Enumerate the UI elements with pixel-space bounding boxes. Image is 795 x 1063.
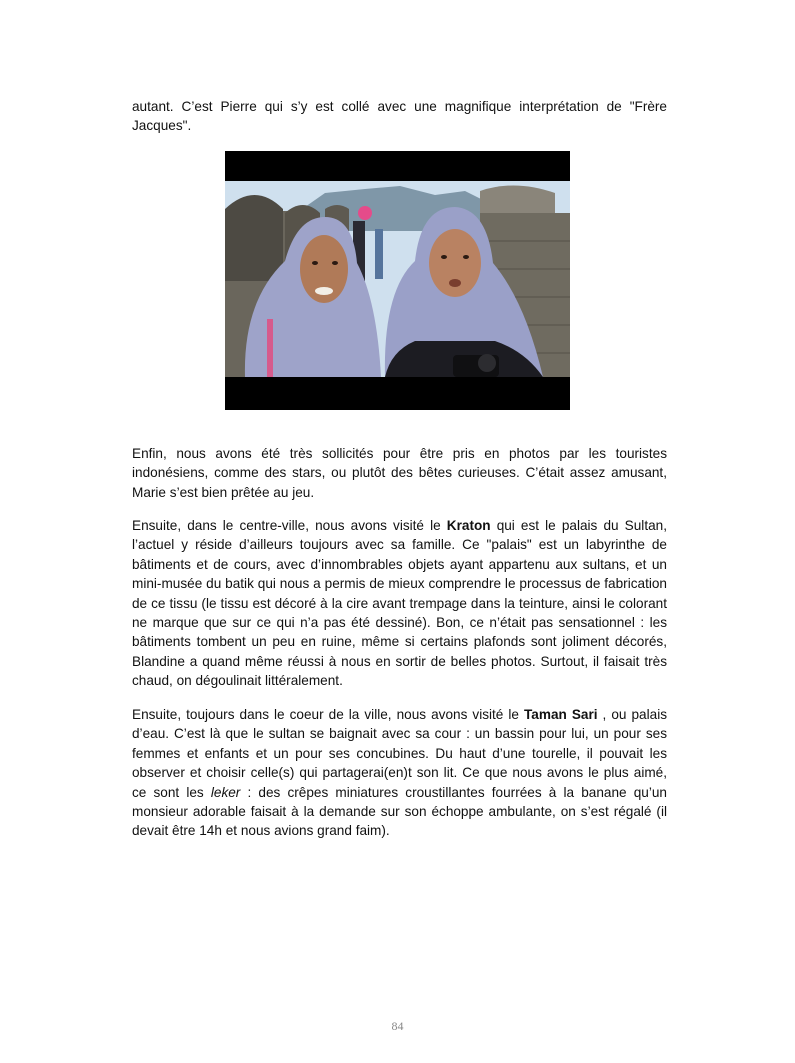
photo-illustration <box>225 151 570 410</box>
text-run: qui est le palais du Sultan, l’actuel y réside d’ailleurs toujours avec sa famille. Ce "palais" est un labyrinthe de bâtiments et de cours, avec d’innombrables objets ayant appartenu aux sultans, et un mini-musée du batik qui nous a permis de mieux comprendre le processus de fabrication de ce tissu (le tissu est décoré à la cire avant trempage dans la teinture, ainsi le colorant ne marque que sur ce qui n’a pas été dessiné). Bon, ce n’était pas sensationnel : les bâtiments tombent un peu en ruine, même si certains plafonds sont joliment décorés, Blandine a quand même réussi à nous en sortir de belles photos. Surtout, il faisait très chaud, on dégoulinait littéralement. <box>132 518 667 689</box>
paragraph-tourists <box>132 444 667 502</box>
page-number: 84 <box>391 1019 404 1033</box>
text-run: : des crêpes miniatures croustillantes fourrées à la banane qu’un monsieur adorable faisait à la demande sur son échoppe ambulante, on s’est régalé (il devait être 14h et nous avions grand faim). <box>132 784 667 839</box>
paragraph-text: Enfin, nous avons été très sollicités pour être pris en photos par les touristes indonésiens, comme des stars, ou plutôt des bêtes curieuses. C’était assez amusant, Marie s’est bien prêtée au jeu. <box>132 446 667 500</box>
paragraph-taman-sari <box>132 705 667 841</box>
photo-two-girls <box>225 151 570 410</box>
text-run: Ensuite, dans le centre-ville, nous avons visité le <box>132 518 447 533</box>
place-name-kraton: Kraton <box>446 518 491 533</box>
place-name-taman-sari: Taman Sari <box>524 707 598 722</box>
text-run: , ou palais d’eau. C’est là que le sultan se baignait avec sa cour : un bassin pour lui, un pour ses femmes et enfants et un pour ses concubines. Du haut d’une tourelle, il pouvait les observer et choisir celle(s) qui partagerai(en)t son lit. Ce que nous avons le plus aimé, ce sont les <box>132 707 668 800</box>
paragraph-intro <box>132 97 667 136</box>
paragraph-text <box>132 705 667 841</box>
paragraph-text <box>132 516 667 691</box>
text-run: Ensuite, toujours dans le coeur de la ville, nous avons visité le <box>132 707 524 722</box>
paragraph-text: autant. C’est Pierre qui s’y est collé avec une magnifique interprétation de "Frère Jacques". <box>132 99 667 134</box>
term-leker: leker <box>210 784 241 800</box>
paragraph-kraton <box>132 516 667 691</box>
